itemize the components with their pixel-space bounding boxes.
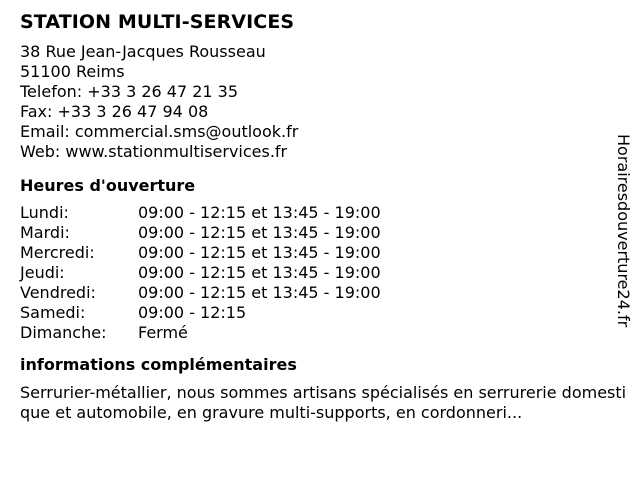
hours-day: Vendredi: [20,283,96,302]
address-street: 38 Rue Jean-Jacques Rousseau [20,42,266,61]
hours-row-saturday [20,303,620,323]
email-address: Email: commercial.sms@outlook.fr [20,122,299,141]
hours-time: 09:00 - 12:15 et 13:45 - 19:00 [138,263,381,282]
fax-number: Fax: +33 3 26 47 94 08 [20,102,209,121]
hours-day: Mardi: [20,223,70,242]
website: Web: www.stationmultiservices.fr [20,142,288,161]
hours-time: 09:00 - 12:15 et 13:45 - 19:00 [138,203,381,222]
hours-row-thursday [20,263,620,283]
business-description: Serrurier-métallier, nous sommes artisans spécialisés en serrurerie domestique et automobile, en gravure multi-supports, en cordonneri... [20,383,627,422]
hours-time: Fermé [138,323,188,342]
hours-day: Jeudi: [20,263,65,282]
site-watermark: Horairesdouverture24.fr [614,134,633,328]
hours-day: Lundi: [20,203,69,222]
hours-row-friday [20,283,620,303]
phone-number: Telefon: +33 3 26 47 21 35 [20,82,239,101]
hours-day: Samedi: [20,303,86,322]
hours-time: 09:00 - 12:15 [138,303,247,322]
hours-row-wednesday [20,243,620,263]
additional-info-heading: informations complémentaires [20,355,297,374]
hours-day: Dimanche: [20,323,107,342]
hours-time: 09:00 - 12:15 et 13:45 - 19:00 [138,243,381,262]
address-city: 51100 Reims [20,62,125,81]
hours-row-sunday [20,323,620,343]
opening-hours-heading: Heures d'ouverture [20,176,196,195]
hours-time: 09:00 - 12:15 et 13:45 - 19:00 [138,283,381,302]
business-name: STATION MULTI-SERVICES [20,11,295,33]
hours-row-tuesday [20,223,620,243]
hours-time: 09:00 - 12:15 et 13:45 - 19:00 [138,223,381,242]
hours-day: Mercredi: [20,243,95,262]
opening-hours-table [20,203,620,343]
hours-row-monday [20,203,620,223]
